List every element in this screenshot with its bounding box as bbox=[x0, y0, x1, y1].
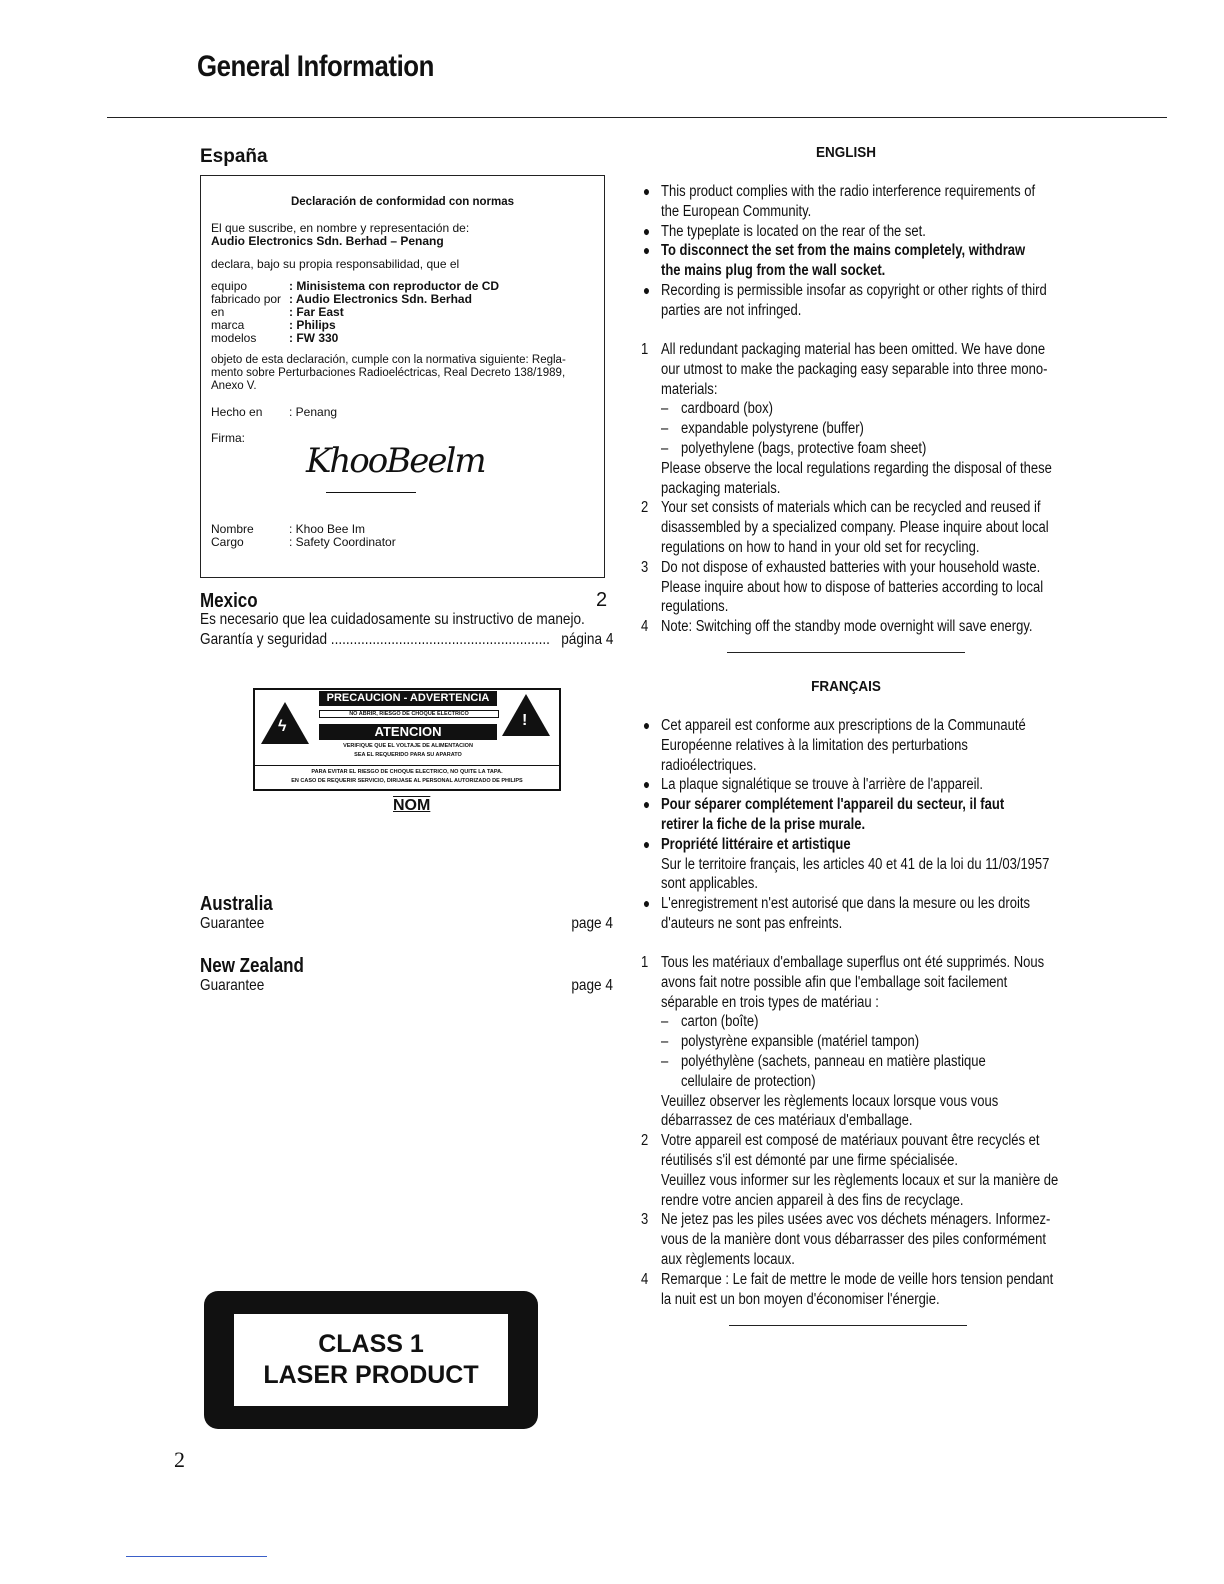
signature: KhooBeelm bbox=[306, 441, 485, 481]
list-item: ● To disconnect the set from the mains completely, withdraw bbox=[643, 242, 1026, 260]
warning-divider bbox=[255, 765, 559, 766]
list-item: – polyethylene (bags, protective foam sheet) bbox=[661, 439, 927, 457]
list-item: – carton (boîte) bbox=[661, 1013, 759, 1031]
australia-heading: Australia bbox=[200, 893, 273, 915]
list-item: – expandable polystyrene (buffer) bbox=[661, 420, 864, 438]
francais-end-rule bbox=[729, 1325, 967, 1326]
list-item: Please observe the local regulations regarding the disposal of these bbox=[661, 459, 1052, 477]
list-item: Veuillez observer les règlements locaux lorsque vous vous bbox=[661, 1092, 999, 1110]
bottom-edge-line bbox=[126, 1556, 267, 1557]
list-item: ● Recording is permissible insofar as copyright or other rights of third bbox=[643, 281, 1047, 299]
list-item: the European Community. bbox=[661, 202, 812, 220]
list-item: our utmost to make the packaging easy separable into three mono- bbox=[661, 360, 1048, 378]
declaration-object: objeto de esta declaración, cumple con la normativa siguiente: Regla- mento sobre Perturbaciones Radioeléctricas, Real Decreto 138/1989, Anexo V. bbox=[211, 354, 566, 392]
list-item: Sur le territoire français, les articles 40 et 41 de la loi du 11/03/1957 bbox=[661, 855, 1050, 873]
mexico-line1: Es necesario que lea cuidadosamente su instructivo de manejo. bbox=[200, 611, 585, 628]
list-item: cellulaire de protection) bbox=[681, 1072, 816, 1090]
list-item: ● Cet appareil est conforme aux prescriptions de la Communauté bbox=[643, 717, 1026, 734]
francais-heading: FRANÇAIS bbox=[811, 678, 881, 695]
list-item: – cardboard (box) bbox=[661, 400, 773, 418]
list-item: disassembled by a specialized company. Please inquire about local bbox=[661, 519, 1049, 537]
nz-heading: New Zealand bbox=[200, 955, 304, 977]
list-item: 1 Tous les matériaux d'emballage superflus ont été supprimés. Nous bbox=[641, 954, 1045, 971]
list-item: – polyéthylène (sachets, panneau en matière plastique bbox=[661, 1052, 986, 1070]
list-item: regulations. bbox=[661, 598, 729, 616]
list-item: 2 Votre appareil est composé de matériaux pouvant être recyclés et bbox=[641, 1132, 1040, 1150]
name-row: Nombre : Khoo Bee Im bbox=[211, 522, 366, 536]
list-item: ● L'enregistrement n'est autorisé que dans la mesure ou les droits bbox=[643, 895, 1031, 913]
nz-page: page 4 bbox=[571, 977, 613, 994]
list-item: rendre votre ancien appareil à des fins de recyclage. bbox=[661, 1191, 964, 1209]
list-item: parties are not infringed. bbox=[661, 301, 802, 319]
warning-bottom1: PARA EVITAR EL RIESGO DE CHOQUE ELECTRICO, NO QUITE LA TAPA. bbox=[311, 769, 503, 775]
warning-bottom2: EN CASO DE REQUERIR SERVICIO, DIRIJASE AL PERSONAL AUTORIZADO DE PHILIPS bbox=[291, 778, 523, 784]
list-item: réutilisés s'il est démonté par une firme spécialisée. bbox=[661, 1151, 959, 1169]
field-row: en : Far East bbox=[211, 305, 344, 319]
made-in-row: Hecho en : Penang bbox=[211, 405, 338, 419]
list-item: 3 Ne jetez pas les piles usées avec vos déchets ménagers. Informez- bbox=[641, 1211, 1051, 1229]
english-heading: ENGLISH bbox=[815, 144, 877, 161]
list-item: débarrassez de ces matériaux d'emballage. bbox=[661, 1112, 913, 1130]
exclamation-icon: ! bbox=[522, 712, 528, 729]
nz-label: Guarantee bbox=[200, 977, 265, 994]
lightning-icon: ϟ bbox=[278, 718, 287, 735]
list-item: the mains plug from the wall socket. bbox=[661, 262, 886, 280]
declaration-box bbox=[200, 175, 605, 578]
spain-heading: España bbox=[200, 146, 268, 167]
list-item: 3 Do not dispose of exhausted batteries with your household waste. bbox=[641, 558, 1041, 576]
list-item: 2 Your set consists of materials which can be recycled and reused if bbox=[641, 499, 1041, 517]
laser-label: CLASS 1 LASER PRODUCT bbox=[234, 1314, 508, 1406]
list-item: Européenne relatives à la limitation des perturbations bbox=[661, 736, 968, 754]
field-row: modelos : FW 330 bbox=[211, 331, 339, 345]
warning-sub2: VERIFIQUE QUE EL VOLTAJE DE ALIMENTACION bbox=[343, 743, 473, 749]
signature-underline bbox=[326, 492, 416, 493]
nom-mark: NOM bbox=[393, 797, 431, 814]
list-item: packaging materials. bbox=[661, 479, 781, 497]
mexico-heading: Mexico bbox=[200, 590, 258, 612]
list-item: 4 Note: Switching off the standby mode overnight will save energy. bbox=[641, 618, 1033, 636]
list-item: 4 Remarque : Le fait de mettre le mode de veille hors tension pendant bbox=[641, 1270, 1054, 1288]
list-item: avons fait notre possible afin que l'emballage soit facilement bbox=[661, 973, 1008, 991]
declaration-declares: declara, bajo su propia responsabilidad, que el bbox=[211, 257, 460, 271]
list-item: ● The typeplate is located on the rear of the set. bbox=[643, 222, 926, 240]
list-item: ● This product complies with the radio interference requirements of bbox=[643, 183, 1036, 200]
signature-label: Firma: bbox=[211, 431, 245, 445]
declaration-company: Audio Electronics Sdn. Berhad – Penang bbox=[211, 234, 444, 248]
page-number: 2 bbox=[174, 1447, 185, 1472]
list-item: radioélectriques. bbox=[661, 756, 757, 774]
declaration-title: Declaración de conformidad con normas bbox=[290, 196, 515, 208]
list-item: 1 All redundant packaging material has been omitted. We have done bbox=[641, 341, 1046, 358]
list-item: la nuit est un bon moyen d'économiser l'énergie. bbox=[661, 1290, 940, 1308]
australia-label: Guarantee bbox=[200, 915, 265, 932]
list-item: ● Propriété littéraire et artistique bbox=[643, 835, 851, 853]
warning-top: PRECAUCION - ADVERTENCIA bbox=[319, 691, 497, 706]
page-title: General Information bbox=[197, 50, 434, 83]
english-numbered bbox=[641, 340, 1126, 637]
list-item: ● La plaque signalétique se trouve à l'arrière de l'appareil. bbox=[643, 776, 984, 794]
list-item: – polystyrène expansible (matériel tampon) bbox=[661, 1033, 920, 1051]
warning-atencion: ATENCION bbox=[319, 724, 497, 740]
declaration-intro: El que suscribe, en nombre y representación de: bbox=[211, 221, 470, 235]
list-item: séparable en trois types de matériau : bbox=[661, 993, 879, 1011]
header-rule bbox=[107, 117, 1167, 118]
list-item: retirer la fiche de la prise murale. bbox=[661, 815, 866, 833]
mexico-guarantee: Garantía y seguridad .......................................................... bbox=[200, 631, 550, 648]
declaration-fields bbox=[211, 280, 499, 345]
list-item: Please inquire about how to dispose of batteries according to local bbox=[661, 578, 1044, 596]
list-item: regulations on how to hand in your old set for recycling. bbox=[661, 538, 980, 556]
role-row: Cargo : Safety Coordinator bbox=[211, 535, 396, 549]
warning-sub1: NO ABRIR, RIESGO DE CHOQUE ELECTRICO bbox=[319, 710, 499, 718]
english-bullets bbox=[643, 182, 1120, 321]
francais-bullets bbox=[643, 716, 1123, 934]
list-item: sont applicables. bbox=[661, 875, 758, 893]
field-row: marca : Philips bbox=[211, 318, 336, 332]
list-item: ● Pour séparer complétement l'appareil du secteur, il faut bbox=[643, 796, 1005, 814]
list-item: vous de la manière dont vous débarrasser des piles conformément bbox=[661, 1231, 1047, 1249]
francais-numbered bbox=[641, 953, 1134, 1309]
mexico-number: 2 bbox=[596, 589, 608, 611]
list-item: aux règlements locaux. bbox=[661, 1250, 795, 1268]
english-end-rule bbox=[727, 652, 965, 653]
field-row: fabricado por : Audio Electronics Sdn. Berhad bbox=[211, 292, 472, 306]
list-item: d'auteurs ne sont pas enfreints. bbox=[661, 914, 843, 932]
mexico-page: página 4 bbox=[560, 631, 613, 648]
warning-sub3: SEA EL REQUERIDO PARA SU APARATO bbox=[354, 752, 462, 758]
australia-page: page 4 bbox=[571, 915, 613, 932]
field-row: equipo : Minisistema con reproductor de CD bbox=[211, 279, 500, 293]
list-item: materials: bbox=[661, 380, 718, 398]
warning-label bbox=[253, 688, 561, 791]
list-item: Veuillez vous informer sur les règlements locaux et sur la manière de bbox=[661, 1171, 1059, 1189]
